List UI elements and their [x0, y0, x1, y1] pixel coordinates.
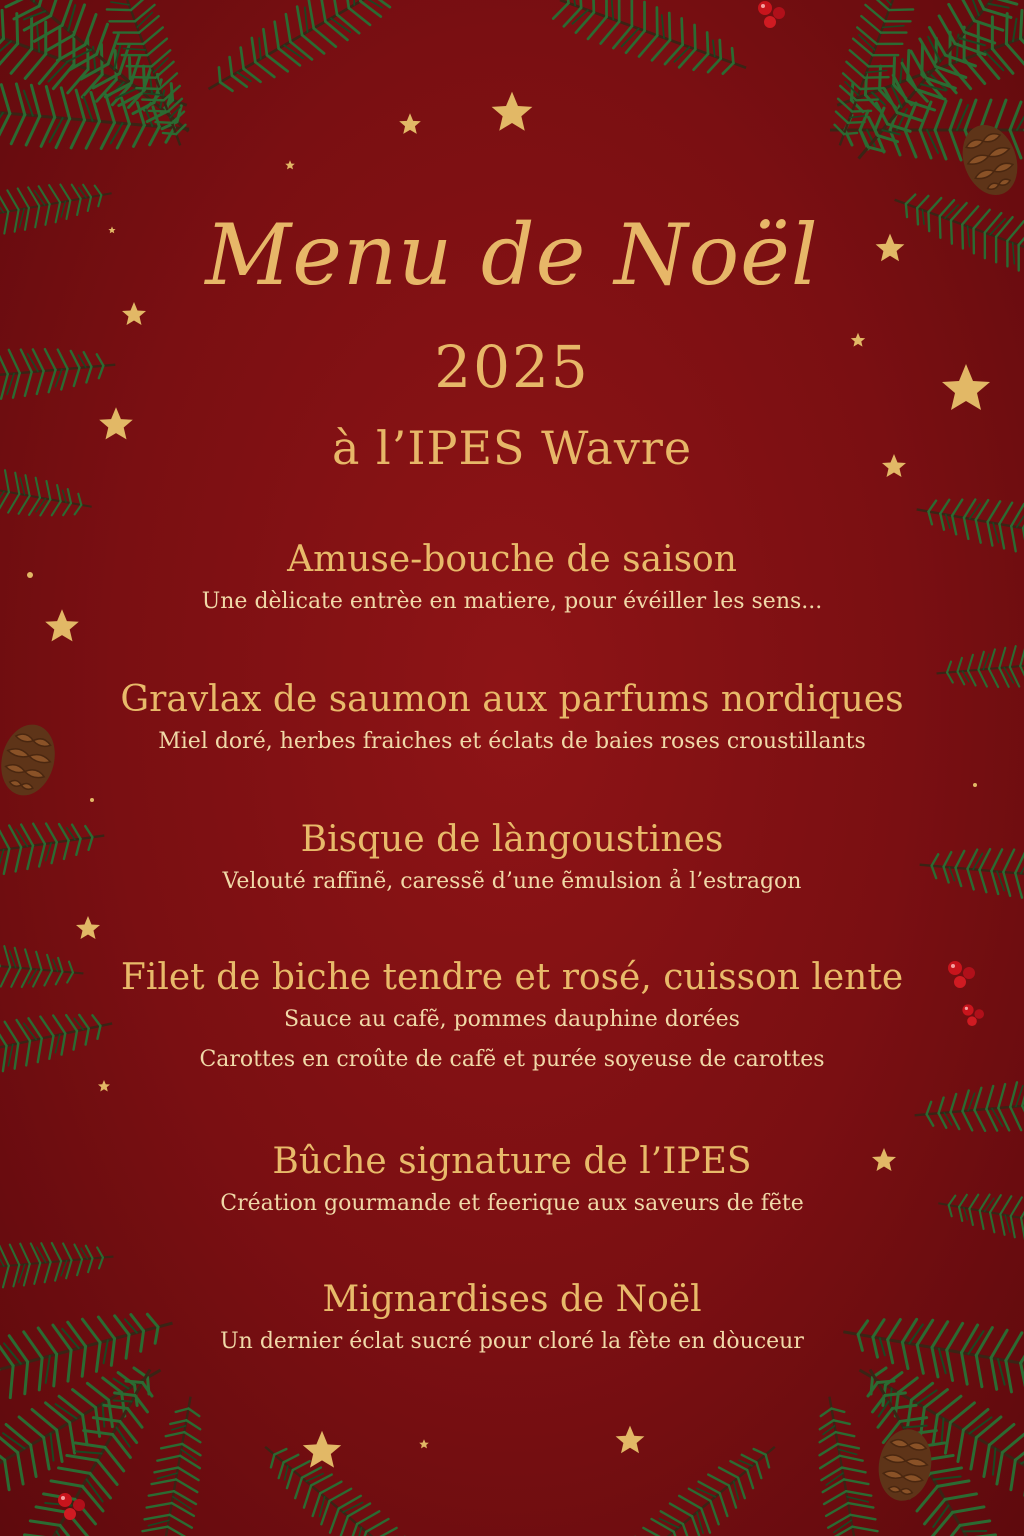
course-name: Bûche signature de l’IPES: [272, 1141, 752, 1182]
course-gravlax: [60, 678, 964, 762]
course-description: Un dernier éclat sucré pour cloré la fète en dòuceur: [220, 1329, 804, 1354]
course-description: Une dèlicate entrèe en matiere, pour évéiller les sens...: [201, 589, 823, 614]
course-name: Gravlax de saumon aux parfums nordiques: [120, 679, 904, 720]
course-mignardises: [60, 1278, 964, 1362]
menu-venue: à l’IPES Wavre: [331, 421, 693, 475]
course-name: Filet de biche tendre et rosé, cuisson lente: [120, 957, 904, 998]
course-amuse-bouche: [60, 538, 964, 622]
course-bisque: [60, 818, 964, 902]
course-buche: [60, 1140, 964, 1224]
menu-year: 2025: [434, 333, 590, 401]
course-name: Mignardises de Noël: [322, 1279, 702, 1320]
course-description: Sauce au cafẽ, pommes dauphine dorées: [284, 1007, 740, 1032]
course-filet-de-biche: [60, 956, 964, 1080]
course-name: Amuse-bouche de saison: [287, 539, 737, 580]
menu-title: Menu de Noël: [205, 206, 819, 304]
course-description: Création gourmande et feerique aux saveurs de fẽte: [220, 1191, 804, 1216]
course-description: Miel doré, herbes fraiches et éclats de baies roses croustillants: [158, 729, 866, 754]
course-description: Carottes en croûte de cafẽ et purée soyeuse de carottes: [199, 1047, 825, 1072]
course-name: Bisque de làngoustines: [300, 819, 724, 860]
course-description: Velouté raffinẽ, caressẽ d’une ẽmulsion ả l’estragon: [222, 869, 802, 894]
